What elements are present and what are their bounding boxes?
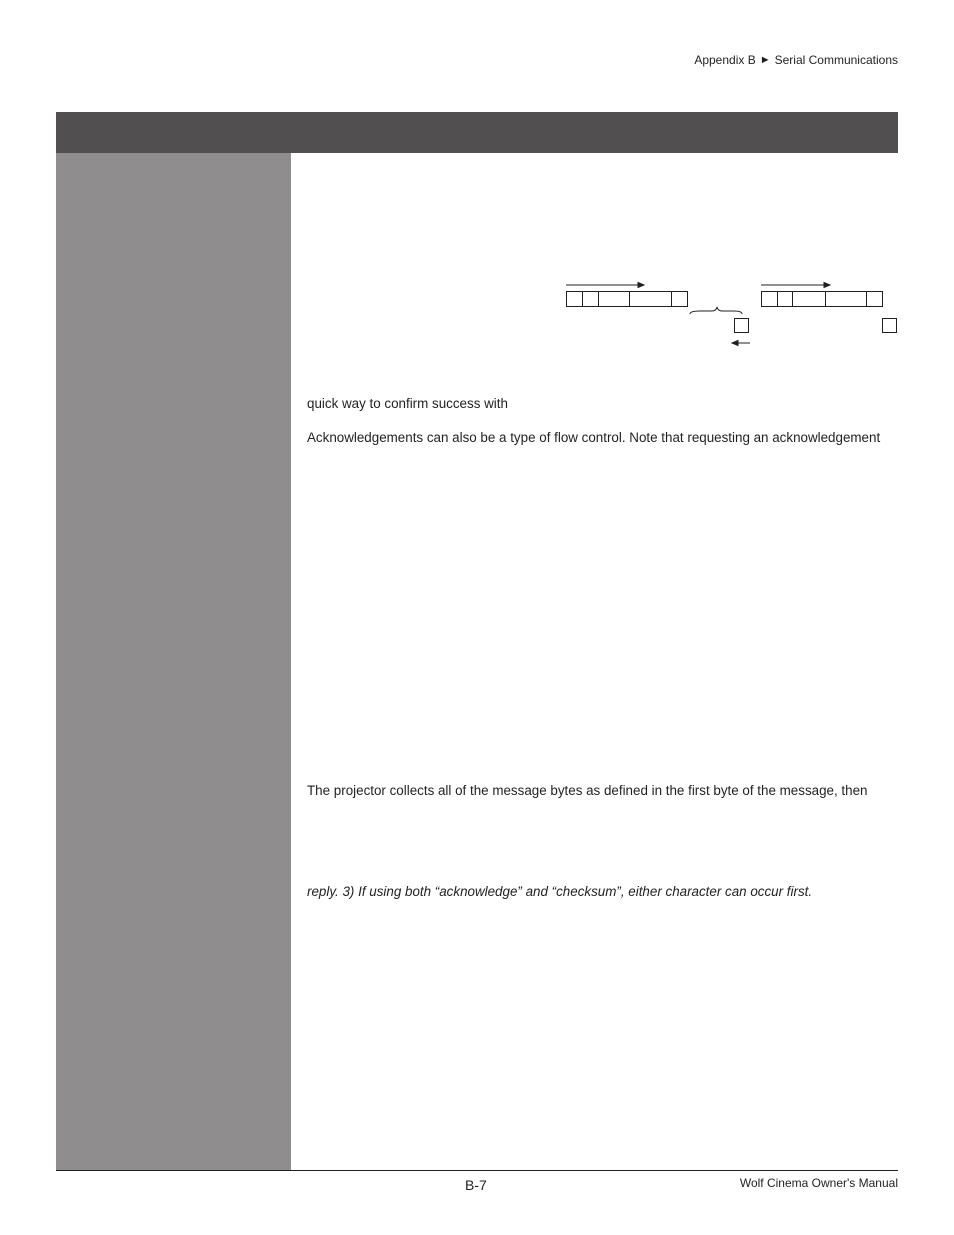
- arrow-right-icon: [761, 283, 830, 288]
- message-timing-diagram: [560, 278, 905, 353]
- paragraph-confirm: quick way to confirm success with: [307, 396, 508, 411]
- acknowledge-box-1: [735, 319, 749, 333]
- paragraph-message-bytes: The projector collects all of the message bytes as defined in the first byte of the message, then: [307, 783, 868, 798]
- footer-rule: [56, 1170, 898, 1171]
- running-header: [694, 53, 898, 67]
- paragraph-acknowledgements: Acknowledgements can also be a type of flow control. Note that requesting an acknowledgement: [307, 430, 881, 445]
- title-band: [56, 112, 898, 153]
- page-number: B-7: [465, 1177, 487, 1193]
- note-reply: reply. 3) If using both “acknowledge” and “checksum”, either character can occur first.: [307, 884, 813, 899]
- message-packet-1: [567, 292, 688, 307]
- acknowledge-box-2: [883, 319, 897, 333]
- brace-icon: [690, 307, 742, 314]
- header-chapter: Serial Communications: [774, 53, 898, 67]
- header-section: Appendix B: [694, 53, 756, 67]
- side-column: [56, 153, 291, 1170]
- arrow-left-icon: [732, 341, 750, 346]
- arrow-right-icon: [566, 283, 644, 288]
- message-packet-2: [762, 292, 883, 307]
- manual-title: Wolf Cinema Owner's Manual: [739, 1176, 898, 1190]
- triangle-right-icon: ►: [759, 54, 771, 66]
